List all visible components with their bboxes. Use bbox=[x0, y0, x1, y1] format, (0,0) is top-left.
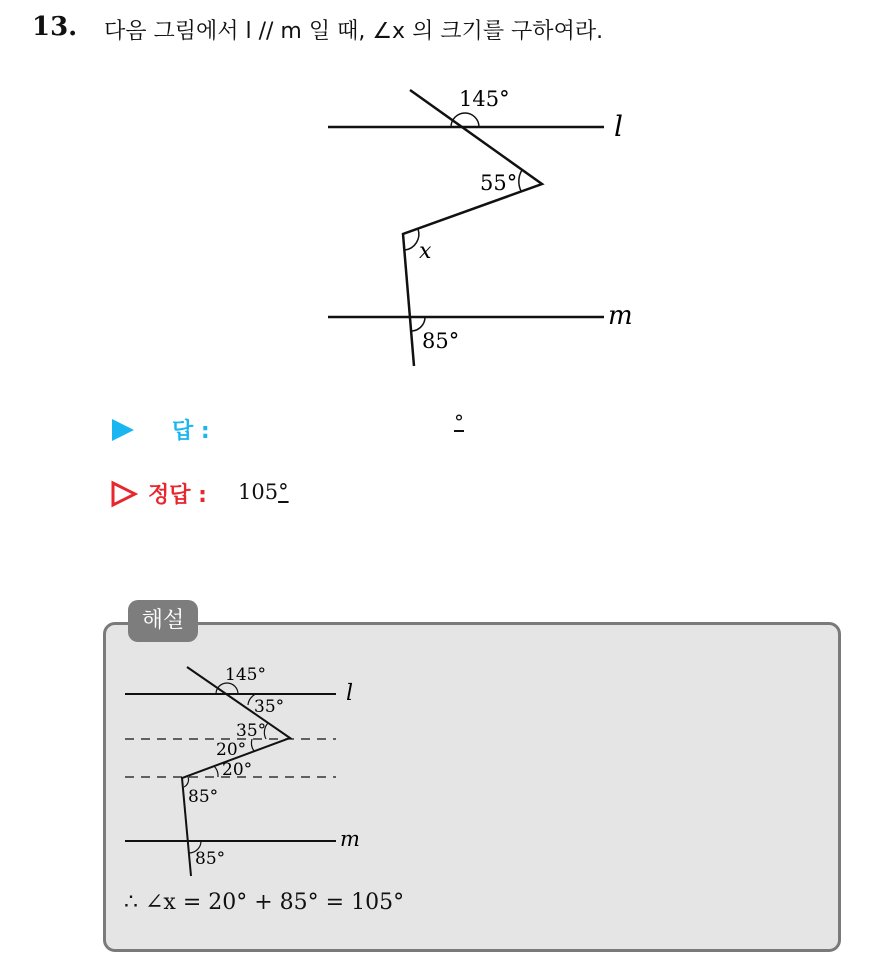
sol-label-35-mid: 35° bbox=[236, 721, 267, 741]
label-145: 145° bbox=[459, 87, 510, 111]
correct-number: 105 bbox=[238, 480, 279, 504]
solution-equation: ∴ ∠x = 20° + 85° = 105° bbox=[124, 890, 405, 915]
sol-label-145: 145° bbox=[225, 665, 266, 685]
correct-unit: ° bbox=[278, 480, 289, 504]
label-85: 85° bbox=[422, 329, 460, 353]
sol-label-20-right: 20° bbox=[222, 760, 253, 780]
label-l: l bbox=[614, 110, 623, 143]
correct-label: 정답 : bbox=[148, 483, 207, 508]
sol-arc-20-low bbox=[214, 766, 218, 777]
label-x: x bbox=[419, 239, 432, 264]
sol-label-l: l bbox=[346, 681, 354, 706]
sol-arc-85-upper bbox=[184, 777, 189, 787]
answer-unit: ° bbox=[454, 410, 464, 434]
sol-label-85-upper: 85° bbox=[188, 787, 219, 807]
sol-label-35-top: 35° bbox=[254, 697, 285, 717]
question-text: 다음 그림에서 l // m 일 때, ∠x 의 크기를 구하여라. bbox=[104, 19, 604, 44]
question-number: 13. bbox=[32, 12, 78, 42]
solution-tag: 해설 bbox=[128, 600, 198, 642]
sol-label-85-lower: 85° bbox=[195, 849, 226, 869]
answer-label: 답 : bbox=[172, 419, 210, 444]
sol-label-m: m bbox=[340, 827, 360, 851]
label-55: 55° bbox=[480, 171, 518, 195]
sol-label-20-left: 20° bbox=[216, 740, 247, 760]
label-m: m bbox=[608, 301, 633, 331]
